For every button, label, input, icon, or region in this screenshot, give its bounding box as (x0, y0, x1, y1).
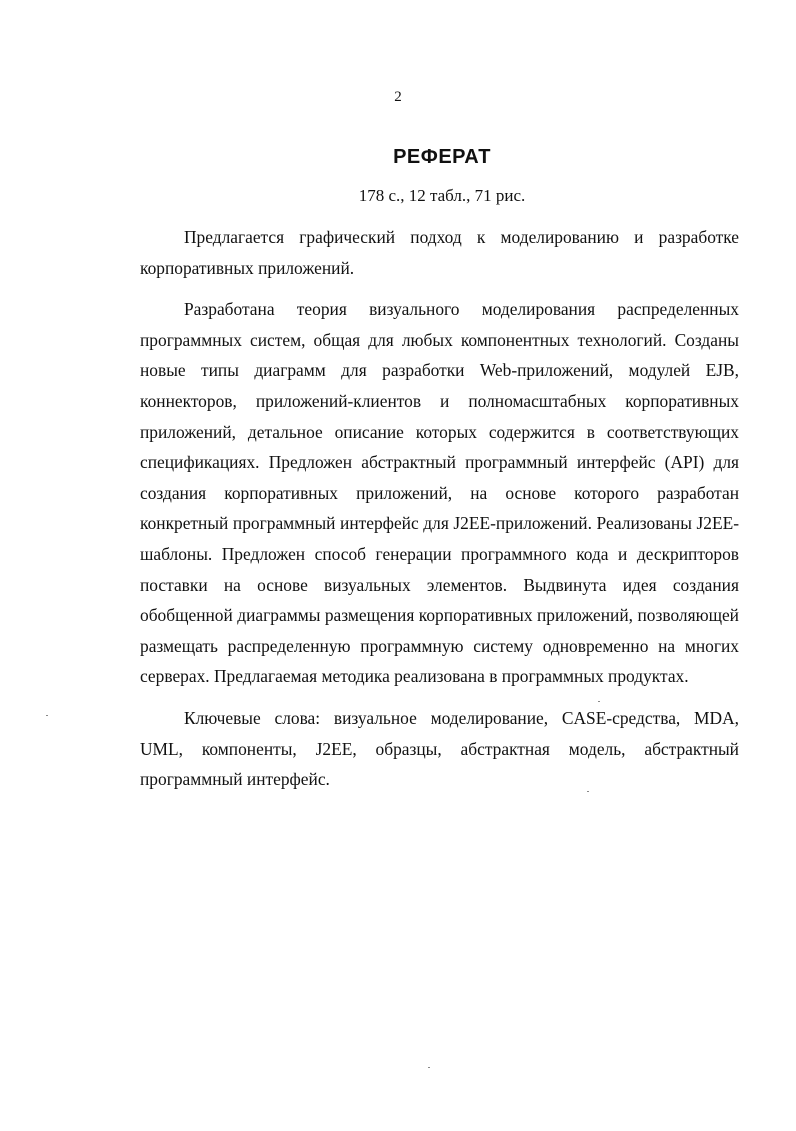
page-title: РЕФЕРАТ (393, 146, 491, 168)
scan-speck (46, 715, 48, 716)
paragraph-intro: Предлагается графический подход к моделированию и разработке корпоративных приложений. (140, 227, 739, 278)
page-number: 2 (394, 89, 402, 105)
paragraph-keywords: Ключевые слова: визуальное моделирование, CASE-средства, MDA, UML, компоненты, J2EE, образцы, абстрактная модель, абстрактный программный интерфейс. (140, 707, 739, 790)
paragraph-main: Разработана теория визуального моделирования распределенных программных систем, общая для любых компонентных технологий. Созданы новые типы диаграмм для разработки Web-приложений, модулей EJB, коннекторов, приложений-клиентов и полномасштабных корпоративных приложений, детальное описание которых содержится в соответствующих спецификациях. Предложен абстрактный программный интерфейс (API) для создания корпоративных приложений, на основе которого разработан конкретный программный интерфейс для J2EE-приложений. Реализованы J2EE-шаблоны. Предложен способ генерации программного кода и дескрипторов поставки на основе визуальных элементов. Выдвинута идея создания обобщенной диаграммы размещения корпоративных приложений, позволяющей размещать распределенную программную систему одновременно на многих серверах. Предлагаемая методика реализована в программных продуктах. (140, 299, 739, 687)
document-stats: 178 с., 12 табл., 71 рис. (358, 186, 526, 205)
abstract-body (140, 222, 739, 806)
scan-speck (598, 701, 600, 702)
scan-speck (428, 1067, 430, 1068)
scan-speck (587, 791, 589, 792)
